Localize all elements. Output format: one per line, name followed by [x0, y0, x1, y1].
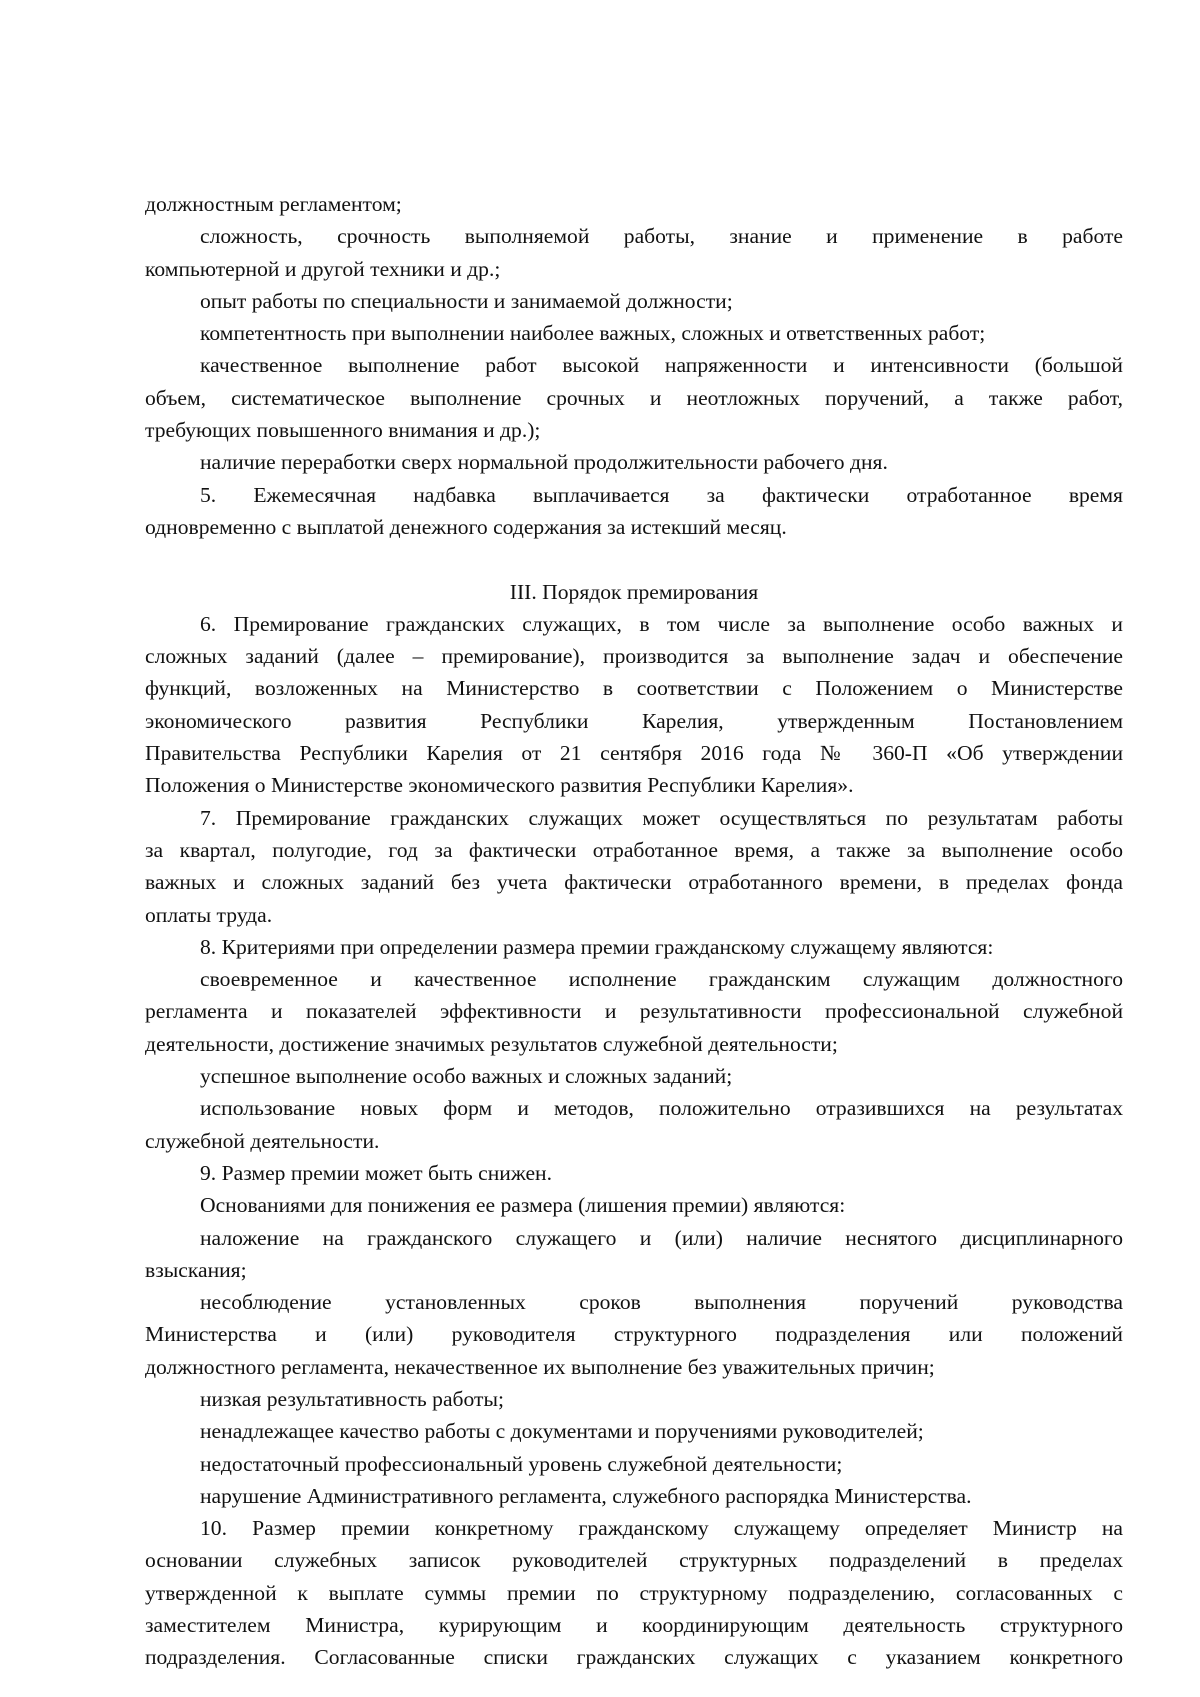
- text-line: недостаточный профессиональный уровень служебной деятельности;: [200, 1451, 843, 1476]
- text-line: деятельности, достижение значимых результатов служебной деятельности;: [145, 1031, 838, 1056]
- text-line: взыскания;: [145, 1257, 247, 1282]
- text-line: утвержденной к выплате суммы премии по структурному подразделению, согласованных с: [145, 1580, 1123, 1605]
- text-line: заместителем Министра, курирующим и координирующим деятельность структурного: [145, 1613, 1123, 1638]
- text-line: ненадлежащее качество работы с документами и поручениями руководителей;: [200, 1419, 924, 1444]
- text-line: основании служебных записок руководителей структурных подразделений в пределах: [145, 1548, 1123, 1573]
- text-line: должностным регламентом;: [145, 192, 402, 216]
- text-line: качественное выполнение работ высокой напряженности и интенсивности (большой: [200, 353, 1123, 378]
- text-line: низкая результативность работы;: [200, 1386, 504, 1411]
- text-line: 10. Размер премии конкретному гражданскому служащему определяет Министр на: [200, 1516, 1123, 1541]
- text-line: успешное выполнение особо важных и сложных заданий;: [200, 1064, 733, 1089]
- text-line: важных и сложных заданий без учета фактически отработанного времени, в пределах фонда: [145, 870, 1123, 895]
- section-heading: III. Порядок премирования: [509, 579, 759, 604]
- text-line: 9. Размер премии может быть снижен.: [200, 1160, 552, 1185]
- text-line: 6. Премирование гражданских служащих, в том числе за выполнение особо важных и: [200, 611, 1123, 636]
- text-line: сложность, срочность выполняемой работы, знание и применение в работе: [200, 224, 1123, 249]
- text-line: 8. Критериями при определении размера премии гражданскому служащему являются:: [200, 934, 994, 959]
- text-line: наличие переработки сверх нормальной продолжительности рабочего дня.: [200, 450, 888, 475]
- text-line: подразделения. Согласованные списки гражданских служащих с указанием конкретного: [145, 1645, 1123, 1670]
- blank-line: [145, 543, 1123, 575]
- text-line: за квартал, полугодие, год за фактически отработанное время, а также за выполнение особо: [145, 837, 1123, 862]
- text-line: 7. Премирование гражданских служащих может осуществляться по результатам работы: [200, 805, 1123, 830]
- text-line: Положения о Министерстве экономического развития Республики Карелия».: [145, 773, 854, 798]
- text-line: должностного регламента, некачественное их выполнение без уважительных причин;: [145, 1354, 935, 1379]
- text-line: регламента и показателей эффективности и результативности профессиональной служебной: [145, 999, 1123, 1024]
- text-line: Правительства Республики Карелия от 21 сентября 2016 года № 360-П «Об утверждении: [145, 741, 1123, 766]
- text-line: оплаты труда.: [145, 902, 273, 927]
- text-line: опыт работы по специальности и занимаемой должности;: [200, 288, 733, 313]
- text-line: компьютерной и другой техники и др.;: [145, 256, 501, 281]
- text-line: несоблюдение установленных сроков выполнения поручений руководства: [200, 1290, 1123, 1315]
- text-line: наложение на гражданского служащего и (или) наличие неснятого дисциплинарного: [200, 1225, 1123, 1250]
- text-line: объем, систематическое выполнение срочных и неотложных поручений, а также работ,: [145, 385, 1123, 410]
- text-line: Основаниями для понижения ее размера (лишения премии) являются:: [200, 1193, 846, 1218]
- text-line: компетентность при выполнении наиболее важных, сложных и ответственных работ;: [200, 321, 986, 346]
- text-line: сложных заданий (далее – премирование), производится за выполнение задач и обеспечение: [145, 644, 1123, 669]
- text-line: одновременно с выплатой денежного содержания за истекший месяц.: [145, 514, 787, 539]
- text-line: требующих повышенного внимания и др.);: [145, 418, 541, 443]
- text-line: служебной деятельности.: [145, 1128, 380, 1153]
- text-line: функций, возложенных на Министерство в соответствии с Положением о Министерстве: [145, 676, 1123, 701]
- text-line: использование новых форм и методов, положительно отразившихся на результатах: [200, 1096, 1123, 1121]
- text-line: 5. Ежемесячная надбавка выплачивается за фактически отработанное время: [200, 482, 1123, 507]
- text-line: нарушение Административного регламента, служебного распорядка Министерства.: [200, 1483, 972, 1508]
- text-line: Министерства и (или) руководителя структурного подразделения или положений: [145, 1322, 1123, 1347]
- text-line: своевременное и качественное исполнение гражданским служащим должностного: [200, 967, 1123, 992]
- document-page: [145, 188, 1123, 1674]
- text-line: экономического развития Республики Карелия, утвержденным Постановлением: [145, 708, 1123, 733]
